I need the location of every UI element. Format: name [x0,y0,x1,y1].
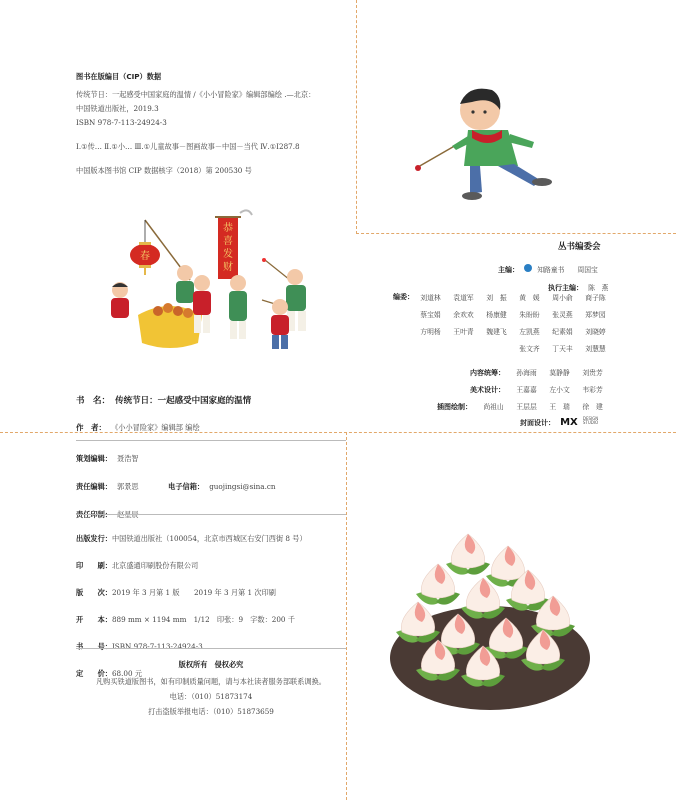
print-manager-label: 责任印制： [76,510,112,519]
cover-label: 封面设计： [520,419,555,427]
kid-right-red [271,299,289,349]
price-label: 定 价： [76,669,112,678]
book-author: 《小小冒险家》编辑部 编绘 [111,423,200,432]
peach-buns-illustration [378,528,608,718]
publisher-label: 出版发行： [76,534,112,543]
illus-row: 插图绘制： 尚祖山 王层层 王 瑞 徐 建 [437,403,603,411]
kid-left [111,282,129,334]
chief: 周国宝 [577,266,598,274]
book-info [76,388,251,434]
separator-line [76,440,346,441]
resp-editor-label: 责任编辑： [76,482,112,491]
copyright-line: 打击盗版举报电话：（010）51873659 [148,707,274,716]
book-title-label: 书 名： [76,396,111,406]
members-label: 编委： [393,293,414,301]
printer: 北京盛通印刷股份有限公司 [111,561,199,570]
kid-center [176,265,194,303]
design-row: 美术设计： 王嘉嘉 左小文 韦彩芳 [470,386,603,394]
cip-line: 中国铁道出版社，2019.3 [76,104,159,113]
members-row: 张文齐 丁天丰 刘慧慧 [519,345,606,353]
copyright-line: 凡购买铁道版图书，如有印制质量问题，请与本社读者服务部联系调换。 [95,677,326,686]
committee-title: 丛书编委会 [558,242,601,252]
content-row: 内容统筹： 孙海雨 莫静静 刘贵芳 [470,369,603,377]
email-label: 电子信箱： [168,482,205,491]
book-title: 传统节日：一起感受中国家庭的温情 [115,396,252,406]
format-label: 开 本： [76,615,112,624]
cover-logo: MX [560,417,578,428]
cip-line: Ⅰ.①传… Ⅱ.①小… Ⅲ.①儿童故事－图画故事－中国－当代 Ⅳ.①I287.8 [76,142,300,151]
email: guojingsi@sina.cn [209,482,276,491]
illus-label: 插图绘制： [437,403,472,411]
price: 68.00 元 [111,669,143,678]
copyright-block [76,660,346,717]
members-row: 刘道林 袁道军 刘 振 黄 媛 周小俞 商子陈 [420,294,606,302]
editors-block [76,446,276,521]
edition: 2019 年 3 月第 1 版 2019 年 3 月第 1 次印刷 [111,588,276,597]
cip-line: ISBN 978-7-113-24924-3 [76,118,167,127]
format: 889 mm × 1194 mm 1/12 印张：9 字数：200 千 [111,615,295,624]
copyright-line: 电话：（010）51873174 [169,692,253,701]
isbn: ISBN 978-7-113-24924-3 [111,642,203,651]
publisher: 中国铁道出版社（100054，北京市西城区右安门西街 8 号） [111,534,307,543]
print-manager: 赵星辰 [117,510,139,519]
cip-heading: 图书在版编目（CIP）数据 [76,72,162,81]
committee-chief-row [498,257,598,276]
divider-vertical-top [356,0,357,234]
chief-label: 主编： [498,266,519,274]
isbn-label: 书 号： [76,642,112,651]
cover-logo-sub: DESIGN STUDIO [582,415,599,425]
boy-illustration [410,82,590,207]
plan-editor-label: 策划编辑： [76,454,112,463]
content-label: 内容统筹： [470,369,505,377]
exec: 陈 燕 [588,284,609,292]
divider-vertical-bottom [346,432,347,800]
copyright-title: 版权所有 侵权必究 [178,660,244,669]
separator-line [76,648,346,649]
banner-text: 恭喜发财 [223,223,233,273]
kid-with-banner [229,275,247,339]
gold-bag [138,303,202,348]
cover-row [520,410,601,429]
exec-label: 执行主编： [548,284,583,292]
cip-line: 传统节日：一起感受中国家庭的温情 /《小小冒险家》编辑部编绘 .—北京： [76,90,316,99]
book-author-label: 作 者： [76,423,106,432]
cip-line: 中国版本图书馆 CIP 数据核字（2018）第 200530 号 [76,166,252,175]
peach-bun [446,534,490,575]
children-festival-illustration [90,205,340,360]
members-row: 方明杨 王叶青 魏建飞 左凯燕 纪素娟 刘晓婷 [420,328,606,336]
cip-block [76,72,315,176]
publish-block [76,526,307,680]
printer-label: 印 刷： [76,561,112,570]
members-row: 蔡宝娟 余欢欢 杨康健 朱盼盼 张灵燕 郑梦园 [420,311,606,319]
design-label: 美术设计： [470,386,505,394]
svg-text:春: 春 [140,251,150,262]
red-lantern [130,242,160,275]
edition-label: 版 次： [76,588,112,597]
chief-org: 知路童书 [537,266,565,274]
separator-line [76,514,346,515]
kid-center-right [193,275,211,333]
plan-editor: 聂浩智 [117,454,139,463]
resp-editor: 郭景思 [117,482,139,491]
chief-org-icon [524,264,532,272]
divider-horizontal-top [356,233,676,234]
